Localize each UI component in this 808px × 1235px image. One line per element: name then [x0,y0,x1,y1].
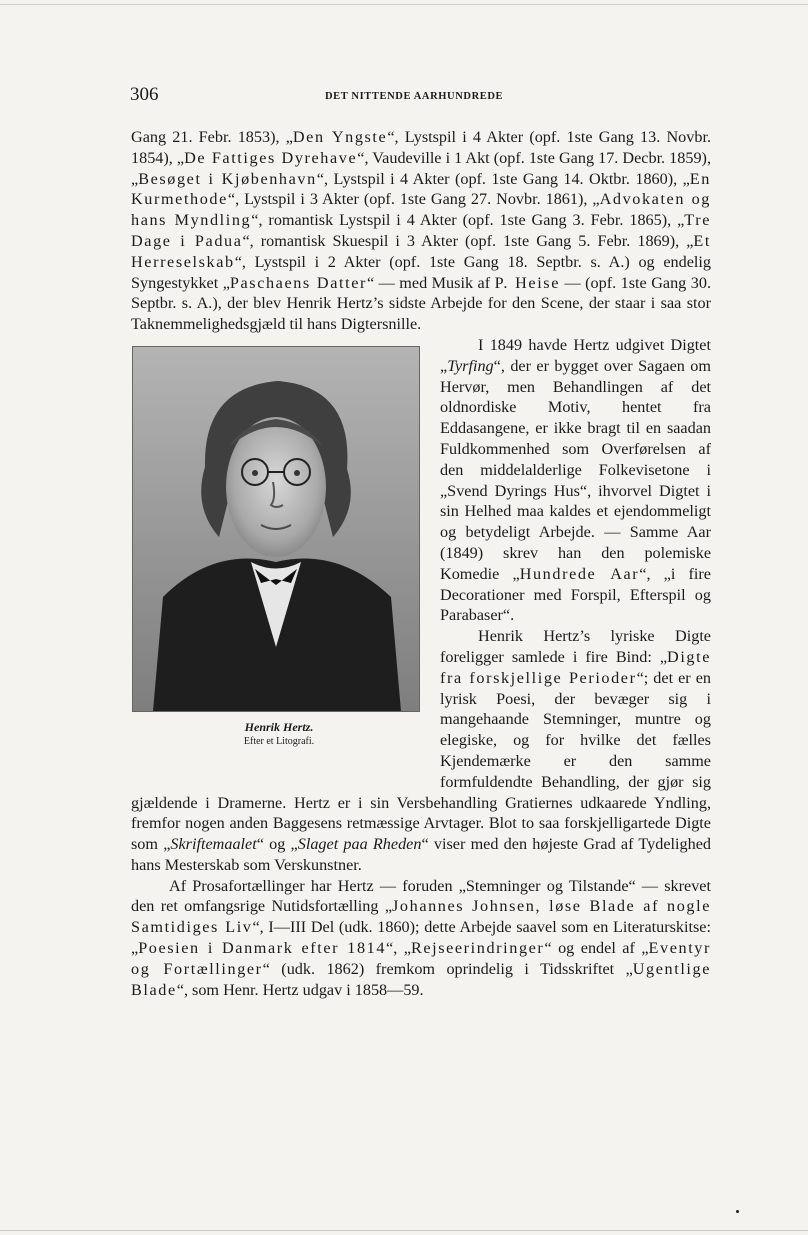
caption-source: Efter et Litografi. [243,735,315,747]
portrait-figure [128,335,430,781]
spaced-title: Ugentlige Blade [131,959,711,999]
spaced-title: Digte fra forskjellige Perioder [440,647,711,687]
spaced-title: En Kurmethode [131,169,711,209]
scan-edge-top [0,4,808,5]
running-head: DET NITTENDE AARHUNDREDE [325,91,504,102]
scan-edge-bottom [0,1230,808,1231]
spaced-title: Paschaens Datter [229,273,367,292]
spaced-title: Tre Dage i Padua [131,211,711,250]
spaced-title: Et Herreselskab [131,231,711,271]
paragraph-tyrfing: I 1849 havde Hertz udgivet Digtet „Tyrfing“, der er bygget over Sagaen om Hervør, men Behandlingen af det oldnordiske Motiv, hentet fra Eddasangene, er ikke bragt til en saadan Fuldkommenhed som Overførelsen af den middelalderlige Folkevisetone i „Svend Dyrings Hus“, ihvorvel Digtet i sin Helhed maa kaldes et ejendommeligt og betydeligt Arbejde. — Samme Aar (1849) skrev han den polemiske Komedie „Hundrede Aar“, „i fire Decorationer med Forspil, Efterspil og Parabaser“. [440,335,711,625]
spaced-title: Besøget i Kjøbenhavn [138,169,317,188]
italic-title: Slaget paa Rheden [297,835,422,854]
italic-title: Skriftemaalet [170,835,257,854]
caption-name: Henrik Hertz. [244,719,314,734]
spaced-title: De Fattiges Dyrehave [184,148,358,167]
italic-title: Tyrfing [447,356,494,375]
page-number: 306 [130,84,159,105]
text-column [131,127,711,1000]
spaced-title: P. Heise [494,273,560,292]
paragraph-lyric: Henrik Hertz’s lyriske Digte foreligger samlede i fire Bind: „Digte fra forskjellige Perioder“; det er en lyrisk Poesi, der bevæger sig i mangehaande Stemninger, muntre og elegiske, og for hvilke det fælles Kjendemærke er den samme formfuldendte Behandling, der gjør sig gjældende i Dramerne. Hertz er i sin Versbehandling Gratiernes udkaarede Yndling, fremfor nogen anden Baggesens retmæssige Arvtager. Blot to saa forskjelligartede Digte som „Skriftemaalet“ og „Slaget paa Rheden“ viser med den højeste Grad af Tydelighed hans Mesterskab som Verskunstner. [131,627,712,874]
spaced-title: Poesien i Danmark efter 1814 [138,939,387,958]
spaced-title: Rejseerindringer [410,939,545,958]
portrait-image [132,346,420,712]
paragraph-plays: Gang 21. Febr. 1853), „Den Yngste“, Lystspil i 4 Akter (opf. 1ste Gang 13. Novbr. 1854), „De Fattiges Dyrehave“, Vaudeville i 1 Akt (opf. 1ste Gang 17. Decbr. 1859), „Besøget i Kjøbenhavn“, Lystspil i 4 Akter (opf. 1ste Gang 14. Oktbr. 1860), „En Kurmethode“, Lystspil i 3 Akter (opf. 1ste Gang 27. Novbr. 1861), „Advokaten og hans Myndling“, romantisk Lystspil i 4 Akter (opf. 1ste Gang 3. Febr. 1865), „Tre Dage i Padua“, romantisk Skuespil i 3 Akter (opf. 1ste Gang 5. Febr. 1869), „Et Herreselskab“, Lystspil i 2 Akter (opf. 1ste Gang 18. Septbr. s. A.) og endelig Syngestykket „Paschaens Datter“ — med Musik af P. Heise — (opf. 1ste Gang 30. Septbr. s. A.), der blev Henrik Hertz’s sidste Arbejde for den Scene, der staar i saa stor Taknemmelighedsgjæld til hans Digtersnille. [131,128,711,334]
spaced-title: Advokaten og hans Myndling [131,190,711,230]
scan-speck [736,1210,739,1213]
spaced-title: Johannes Johnsen, løse Blade af nogle Samtidiges Liv [131,897,711,937]
spaced-title: Eventyr og Fortællinger [131,939,711,978]
spaced-title: Den Yngste [292,128,388,146]
spaced-title: Hundrede Aar [519,564,640,583]
paragraph-prose: Af Prosafortællinger har Hertz — foruden „Stemninger og Tilstande“ — skrevet den ret omfangsrige Nutidsfortælling „Johannes Johnsen, løse Blade af nogle Samtidiges Liv“, I—III Del (udk. 1860); dette Arbejde saavel som en Literaturskitse: „Poesien i Danmark efter 1814“, „Rejseerindringer“ og endel af „Eventyr og Fortællinger“ (udk. 1862) fremkom oprindelig i Tidsskriftet „Ugentlige Blade“, som Henr. Hertz udgav i 1858—59. [131,876,711,999]
figure-caption [128,720,430,748]
